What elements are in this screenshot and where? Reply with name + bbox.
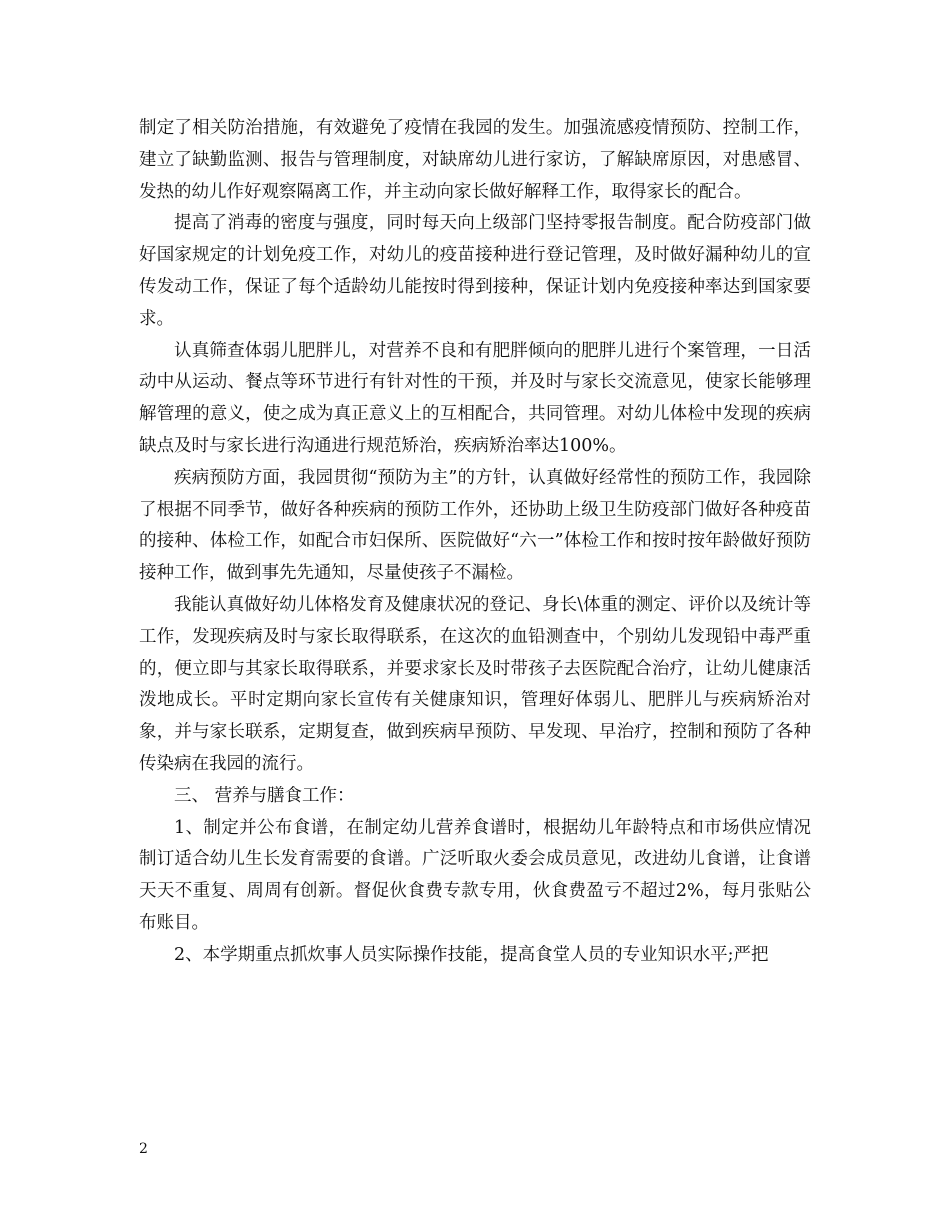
paragraph-6: 1、制定并公布食谱，在制定幼儿营养食谱时，根据幼儿年龄特点和市场供应情况制订适合幼儿生长发育需要的食谱。广泛听取火委会成员意见，改进幼儿食谱，让食谱天天不重复、周周有创新。督促伙食费专款专用，伙食费盈亏不超过2%，每月张贴公布账目。	[139, 817, 811, 933]
paragraph-7: 2、本学期重点抓炊事人员实际操作技能，提高食堂人员的专业知识水平;严把	[174, 944, 769, 965]
paragraph-5: 我能认真做好幼儿体格发育及健康状况的登记、身长\体重的测定、评价以及统计等工作，发现疾病及时与家长取得联系，在这次的血铅测查中，个别幼儿发现铅中毒严重的，便立即与其家长取得联系，并要求家长及时带孩子去医院配合治疗，让幼儿健康活泼地成长。平时定期向家长宣传有关健康知识，管理好体弱儿、肥胖儿与疾病矫治对象，并与家长联系，定期复查，做到疾病早预防、早发现、早治疗，控制和预防了各种传染病在我园的流行。	[139, 594, 811, 774]
page-number: 2	[139, 1141, 148, 1157]
paragraph-4: 疾病预防方面，我园贯彻“预防为主”的方针，认真做好经常性的预防工作，我园除了根据不同季节，做好各种疾病的预防工作外，还协助上级卫生防疫部门做好各种疫苗的接种、体检工作，如配合市妇保所、医院做好“六一”体检工作和按时按年龄做好预防接种工作，做到事先先通知，尽量使孩子不漏检。	[139, 467, 811, 584]
section-heading-nutrition: 三、 营养与膳食工作：	[174, 785, 355, 806]
document-body	[139, 113, 811, 972]
paragraph-3: 认真筛查体弱儿肥胖儿，对营养不良和有肥胖倾向的肥胖儿进行个案管理，一日活动中从运动、餐点等环节进行有针对性的干预，并及时与家长交流意见，使家长能够理解管理的意义，使之成为真正意义上的互相配合，共同管理。对幼儿体检中发现的疾病缺点及时与家长进行沟通进行规范矫治，疾病矫治率达100%。	[139, 340, 811, 456]
paragraph-1: 制定了相关防治措施，有效避免了疫情在我园的发生。加强流感疫情预防、控制工作，建立了缺勤监测、报告与管理制度，对缺席幼儿进行家访，了解缺席原因，对患感冒、发热的幼儿作好观察隔离工作，并主动向家长做好解释工作，取得家长的配合。	[139, 118, 811, 202]
paragraph-2: 提高了消毒的密度与强度，同时每天向上级部门坚持零报告制度。配合防疫部门做好国家规定的计划免疫工作，对幼儿的疫苗接种进行登记管理，及时做好漏种幼儿的宣传发动工作，保证了每个适龄幼儿能按时得到接种，保证计划内免疫接种率达到国家要求。	[139, 213, 811, 329]
